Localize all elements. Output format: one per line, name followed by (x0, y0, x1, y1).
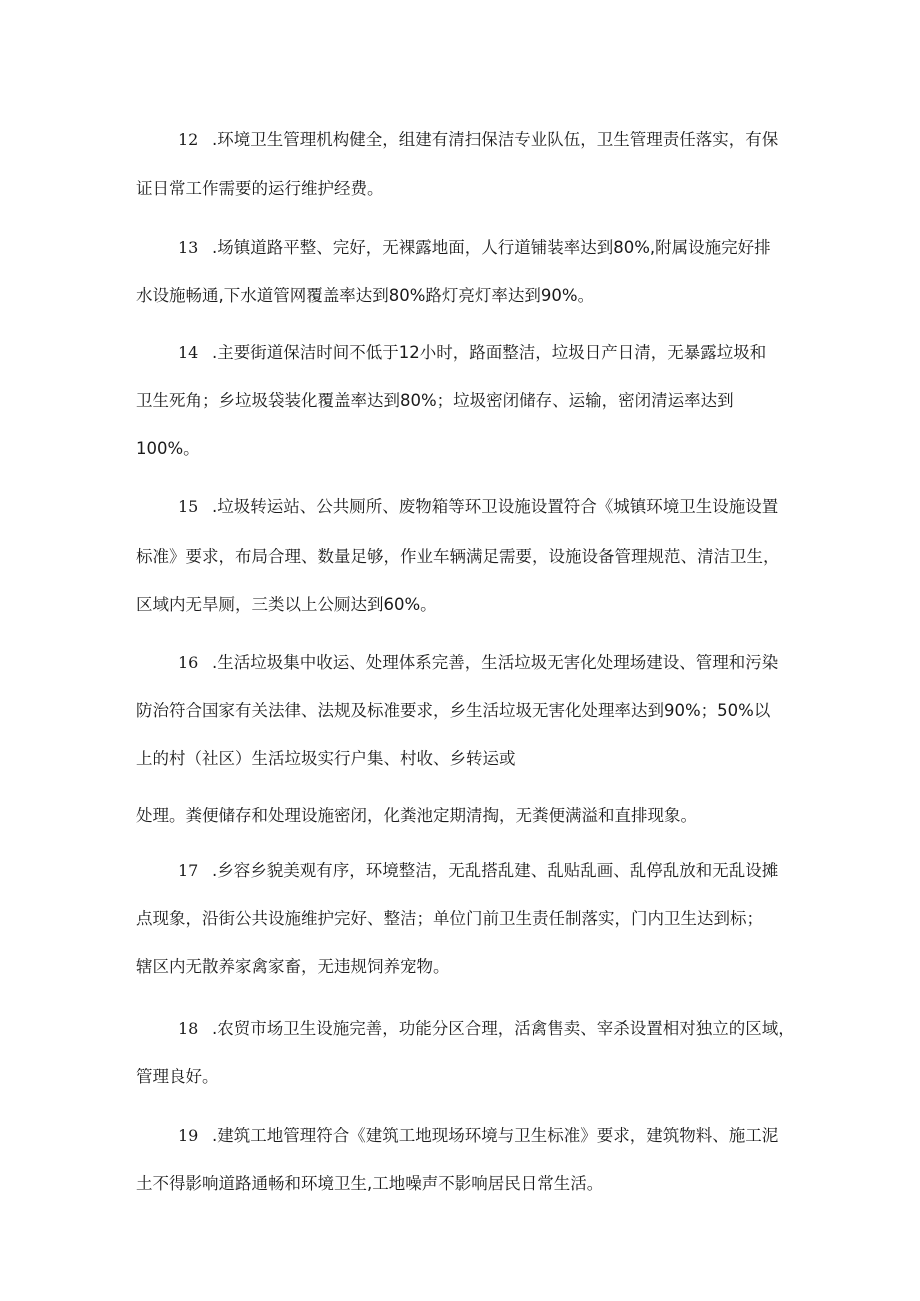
item-16-line-2 (0, 699, 920, 723)
item-15-line-2 (0, 545, 920, 569)
item-15-line-1 (0, 495, 920, 519)
item-text: 上的村（社区）生活垃圾实行户集、村收、乡转运或 (136, 749, 516, 768)
item-number: 19 (178, 1126, 199, 1145)
item-16-line-1 (0, 651, 920, 675)
item-number: 17 (178, 861, 199, 880)
item-text: .生活垃圾集中收运、处理体系完善，生活垃圾无害化处理场建设、管理和污染 (212, 653, 779, 672)
item-text: 100%。 (136, 439, 200, 458)
item-number: 12 (178, 130, 199, 149)
item-19-line-1 (0, 1124, 920, 1148)
item-text: 管理良好。 (136, 1067, 219, 1086)
item-18-line-1 (0, 1017, 920, 1041)
item-18-line-2 (0, 1065, 920, 1089)
item-12-line-1 (0, 128, 920, 152)
item-17-line-3 (0, 955, 920, 979)
item-text: 卫生死角；乡垃圾袋装化覆盖率达到80%；垃圾密闭储存、运输，密闭清运率达到 (136, 391, 734, 410)
item-number: 16 (178, 653, 199, 672)
item-text: .主要街道保洁时间不低于12小时，路面整洁，垃圾日产日清，无暴露垃圾和 (212, 343, 767, 362)
item-text: 辖区内无散养家禽家畜，无违规饲养宠物。 (136, 957, 450, 976)
item-17-line-1 (0, 859, 920, 883)
item-text: 点现象，沿街公共设施维护完好、整洁；单位门前卫生责任制落实，门内卫生达到标； (136, 909, 763, 928)
item-14-line-2 (0, 389, 920, 413)
item-number: 18 (178, 1019, 199, 1038)
item-16-line-3 (0, 747, 920, 771)
item-text: 标准》要求，布局合理、数量足够，作业车辆满足需要，设施设备管理规范、清洁卫生， (136, 547, 780, 566)
item-number: 14 (178, 343, 199, 362)
item-text: 防治符合国家有关法律、法规及标准要求，乡生活垃圾无害化处理率达到90%；50%以 (136, 701, 771, 720)
item-14-line-3 (0, 437, 920, 461)
item-text: .环境卫生管理机构健全，组建有清扫保洁专业队伍，卫生管理责任落实，有保 (212, 130, 779, 149)
item-13-line-2 (0, 284, 920, 308)
item-19-line-2 (0, 1172, 920, 1196)
item-text: .场镇道路平整、完好，无裸露地面，人行道铺装率达到80%,附属设施完好排 (212, 238, 771, 257)
item-16-line-4 (0, 804, 920, 828)
item-text: .建筑工地管理符合《建筑工地现场环境与卫生标准》要求，建筑物料、施工泥 (212, 1126, 779, 1145)
item-17-line-2 (0, 907, 920, 931)
item-15-line-3 (0, 593, 920, 617)
item-13-line-1 (0, 236, 920, 260)
item-text: .垃圾转运站、公共厕所、废物箱等环卫设施设置符合《城镇环境卫生设施设置 (212, 497, 779, 516)
item-number: 15 (178, 497, 199, 516)
item-text: .乡容乡貌美观有序，环境整洁，无乱搭乱建、乱贴乱画、乱停乱放和无乱设摊 (212, 861, 779, 880)
item-text: .农贸市场卫生设施完善，功能分区合理，活禽售卖、宰杀设置相对独立的区域， (212, 1019, 795, 1038)
item-text: 土不得影响道路通畅和环境卫生,工地噪声不影响居民日常生活。 (136, 1174, 604, 1193)
item-text: 证日常工作需要的运行维护经费。 (136, 179, 384, 198)
item-number: 13 (178, 238, 199, 257)
item-text: 区域内无旱厕，三类以上公厕达到60%。 (136, 595, 437, 614)
item-text: 水设施畅通,下水道管网覆盖率达到80%路灯亮灯率达到90%。 (136, 286, 595, 305)
item-text: 处理。粪便储存和处理设施密闭，化粪池定期清掏，无粪便满溢和直排现象。 (136, 806, 697, 825)
item-14-line-1 (0, 341, 920, 365)
item-12-line-2 (0, 177, 920, 201)
